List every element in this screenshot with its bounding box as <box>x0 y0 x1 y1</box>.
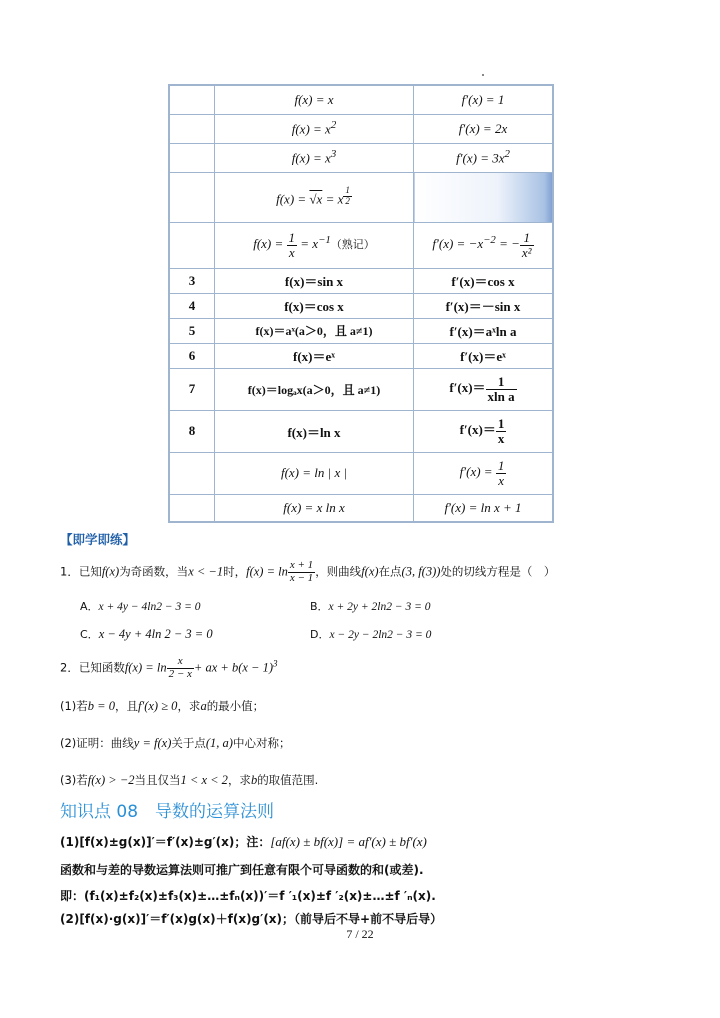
option-b[interactable]: B．x + 2y + 2ln2 − 3 = 0 <box>310 600 431 613</box>
table-row <box>169 494 553 522</box>
derivative-cell: f′(x)＝cos x <box>414 268 554 293</box>
derivative-cell: f′(x)＝aˣln a <box>414 318 554 343</box>
derivative-cell: f′(x)＝ $\frac{1}{\text{xln a}}$ <box>414 368 554 410</box>
function-cell: f(x)＝ln x <box>215 410 414 452</box>
section-heading: 知识点 08 导数的运算法则 <box>60 802 275 822</box>
function-cell: f(x) = $\frac{1}{x}$ = $x^{-1}$（熟记） <box>215 222 414 268</box>
function-cell: f(x) = ln | x | <box>215 452 414 494</box>
function-cell: f(x)＝sin x <box>215 268 414 293</box>
page-number: 7 / 22 <box>346 927 374 941</box>
speck <box>482 74 484 76</box>
derivative-cell: $f'(x) = 3x^2$ <box>414 143 554 172</box>
derivative-cell: f′(x) = 1 <box>414 85 554 114</box>
table-row <box>169 143 553 172</box>
derivative-cell: f′(x)＝ $\frac{1}{x}$ <box>414 410 554 452</box>
derivative-cell: f′(x) = ln x + 1 <box>414 494 554 522</box>
function-cell: f(x) = √x = x $^{\frac{1}{2}}$ <box>215 172 414 222</box>
question-1: 1．已知f(x)为奇函数，当x < −1时，f(x) = ln $\frac{x + 1}{x - 1}$ ，则曲线f(x)在点(3, f(3))处的切线方程是（ ） <box>60 559 556 584</box>
table-row <box>169 114 553 143</box>
function-cell: f(x) = x ln x <box>215 494 414 522</box>
function-cell: $f(x) = x^3$ <box>215 143 414 172</box>
option-a[interactable]: A．x + 4y − 4ln2 − 3 = 0 <box>80 600 201 613</box>
rule-3: 即：(f₁(x)±f₂(x)±f₃(x)±…±fₙ(x))′＝f ′₁(x)±f ′₂(x)±…±f ′ₙ(x). <box>60 889 436 903</box>
question-2: 2．已知函数f(x) = ln $\frac{x}{2 - x}$ + ax + $b(x - 1)^3$ <box>60 655 278 680</box>
table-row <box>169 222 553 268</box>
table-row: 4 f(x)＝cos x f′(x)＝－sin x <box>169 293 553 318</box>
derivative-cell: f′(x)＝eˣ <box>414 343 554 368</box>
rule-1: (1)[f(x)±g(x)]′＝f′(x)±g′(x)；注：[af(x) ± bf(x)] = af′(x) ± bf′(x) <box>60 834 427 849</box>
table-row: 7 f(x)＝logₐx(a＞0，且 a≠1) f′(x)＝ $\frac{1}{\text{xln a}}$ <box>169 368 553 410</box>
table-row <box>169 452 553 494</box>
question-2-part-1: (1)若b = 0，且f′(x) ≥ 0，求a的最小值； <box>60 699 265 713</box>
table-row: 3 f(x)＝sin x f′(x)＝cos x <box>169 268 553 293</box>
derivative-table <box>168 84 554 523</box>
function-cell: f(x)＝eˣ <box>215 343 414 368</box>
rule-2: 函数和与差的导数运算法则可推广到任意有限个可导函数的和(或差). <box>60 863 424 877</box>
table-row <box>169 85 553 114</box>
table-row: 8 f(x)＝ln x f′(x)＝ $\frac{1}{x}$ <box>169 410 553 452</box>
derivative-cell <box>414 172 554 222</box>
table-row: 6 f(x)＝eˣ f′(x)＝eˣ <box>169 343 553 368</box>
function-cell: f(x)＝aˣ(a＞0，且 a≠1) <box>215 318 414 343</box>
function-cell: $f(x) = x^2$ <box>215 114 414 143</box>
function-cell: f(x)＝cos x <box>215 293 414 318</box>
question-2-part-3: (3)若f(x) > −2当且仅当1 < x < 2，求b的取值范围. <box>60 773 319 787</box>
option-d[interactable]: D．x − 2y − 2ln2 − 3 = 0 <box>310 628 432 641</box>
derivative-cell: f′(x) = $\frac{1}{x}$ <box>414 452 554 494</box>
option-c[interactable]: C．x − 4y + 4ln 2 − 3 = 0 <box>80 627 213 641</box>
derivative-cell: $f'(x) = -x^{-2}$ = − $\frac{1}{\text{x²}}$ <box>414 222 554 268</box>
function-cell: f(x)＝logₐx(a＞0，且 a≠1) <box>215 368 414 410</box>
derivative-cell: f′(x)＝－sin x <box>414 293 554 318</box>
rule-4: (2)[f(x)·g(x)]′＝f′(x)g(x)＋f(x)g′(x)；（前导后不导+前不导后导） <box>60 912 443 926</box>
question-2-part-2: (2)证明：曲线y = f(x)关于点(1, a)中心对称； <box>60 736 291 750</box>
table-row: 5 f(x)＝aˣ(a＞0，且 a≠1) f′(x)＝aˣln a <box>169 318 553 343</box>
table-row <box>169 172 553 222</box>
section-tag: 【即学即练】 <box>60 532 136 547</box>
derivative-cell: f′(x) = 2x <box>414 114 554 143</box>
function-cell: f(x) = x <box>215 85 414 114</box>
